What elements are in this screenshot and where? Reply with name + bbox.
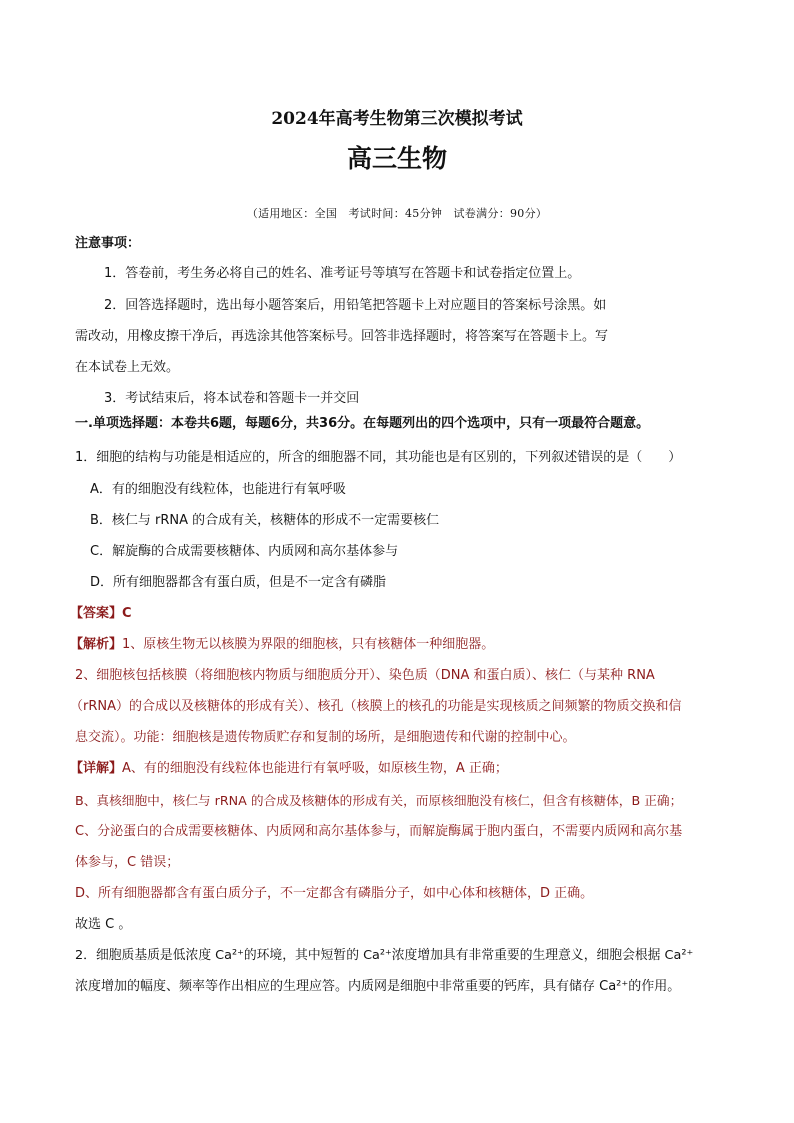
- conclusion: 故选 C 。: [75, 917, 132, 932]
- answer-value: C: [122, 606, 132, 621]
- question-1-option-d: D．所有细胞器都含有蛋白质，但是不一定含有磷脂: [90, 575, 387, 590]
- question-2-stem-line-2: 浓度增加的幅度、频率等作出相应的生理应答。内质网是细胞中非常重要的钙库，具有储存 Ca²⁺的作用。: [75, 979, 681, 994]
- notice-item-2-line-1: 2．回答选择题时，选出每小题答案后，用铅笔把答题卡上对应题目的答案标号涂黑。如: [104, 298, 607, 313]
- detail-text-1: A、有的细胞没有线粒体也能进行有氧呼吸，如原核生物，A 正确；: [122, 761, 508, 776]
- detail-line-3: C、分泌蛋白的合成需要核糖体、内质网和高尔基体参与，而解旋酶属于胞内蛋白，不需要内质网和高尔基: [75, 824, 683, 839]
- analysis-line-1: [70, 636, 494, 654]
- notice-item-3: 3．考试结束后，将本试卷和答题卡一并交回: [104, 391, 360, 406]
- question-1-option-c: C．解旋酶的合成需要核糖体、内质网和高尔基体参与: [90, 544, 399, 559]
- question-2-stem-line-1: 2．细胞质基质是低浓度 Ca²⁺的环境，其中短暂的 Ca²⁺浓度增加具有非常重要的生理意义，细胞会根据 Ca²⁺: [75, 948, 694, 963]
- subject-title: 高三生物: [346, 144, 447, 173]
- notice-item-1: 1．答卷前，考生务必将自己的姓名、准考证号等填写在答题卡和试卷指定位置上。: [104, 266, 581, 281]
- question-1-stem: 1．细胞的结构与功能是相适应的，所含的细胞器不同，其功能也是有区别的，下列叙述错误的是（ ）: [75, 450, 682, 465]
- detail-line-1: [70, 760, 508, 778]
- detail-line-4: 体参与，C 错误；: [75, 855, 180, 870]
- detail-line-2: B、真核细胞中，核仁与 rRNA 的合成及核糖体的形成有关，而原核细胞没有核仁，但含有核糖体，B 正确；: [75, 793, 683, 808]
- question-1-option-a: A．有的细胞没有线粒体，也能进行有氧呼吸: [90, 482, 346, 497]
- analysis-tag: 【解析】: [70, 637, 123, 652]
- detail-tag: 【详解】: [70, 761, 123, 776]
- analysis-line-3: （rRNA）的合成以及核糖体的形成有关）、核孔（核膜上的核孔的功能是实现核质之间频繁的物质交换和信: [70, 699, 682, 714]
- notice-heading: 注意事项：: [75, 236, 141, 251]
- analysis-text-1: 1、原核生物无以核膜为界限的细胞核，只有核糖体一种细胞器。: [122, 637, 495, 652]
- exam-meta: （适用地区：全国 考试时间：45分钟 试卷满分：90分）: [246, 207, 548, 220]
- analysis-line-4: 息交流）。功能：细胞核是遗传物质贮存和复制的场所，是细胞遗传和代谢的控制中心。: [75, 730, 576, 745]
- answer-tag: 【答案】: [70, 606, 123, 621]
- detail-line-5: D、所有细胞器都含有蛋白质分子，不一定都含有磷脂分子，如中心体和核糖体，D 正确。: [75, 886, 594, 901]
- section-heading: 一.单项选择题：本卷共6题，每题6分，共36分。在每题列出的四个选项中，只有一项最符合题意。: [75, 416, 650, 431]
- analysis-line-2: 2、细胞核包括核膜（将细胞核内物质与细胞质分开）、染色质（DNA 和蛋白质）、核仁（与某种 RNA: [75, 668, 655, 683]
- notice-item-2-line-3: 在本试卷上无效。: [75, 360, 180, 375]
- question-1-option-b: B．核仁与 rRNA 的合成有关，核糖体的形成不一定需要核仁: [90, 513, 440, 528]
- answer-line: [70, 605, 132, 623]
- exam-title: 2024年高考生物第三次模拟考试: [271, 109, 523, 129]
- notice-item-2-line-2: 需改动，用橡皮擦干净后，再选涂其他答案标号。回答非选择题时，将答案写在答题卡上。写: [75, 329, 609, 344]
